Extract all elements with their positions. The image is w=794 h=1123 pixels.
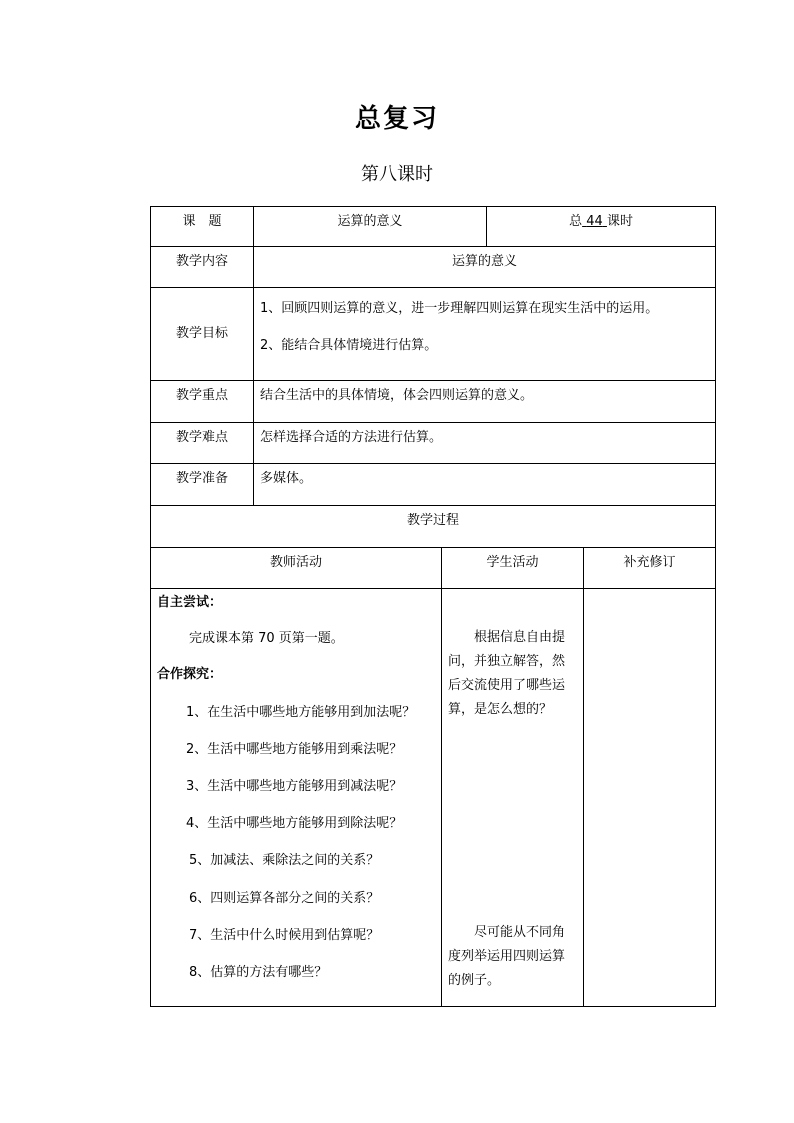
key-row [151, 381, 716, 423]
content-row [151, 247, 716, 288]
question-item: 8、估算的方法有哪些？ [189, 965, 328, 980]
self-try-task: 完成课本第 70 页第一题。 [189, 631, 344, 646]
cooperation-heading: 合作探究： [157, 667, 223, 682]
topic-row [151, 207, 716, 247]
teacher-activity [151, 589, 442, 1007]
content-label: 教学内容 [151, 247, 254, 288]
key-value: 结合生活中的具体情境，体会四则运算的意义。 [254, 381, 716, 423]
self-try-heading: 自主尝试： [157, 595, 223, 610]
lesson-plan-table [150, 206, 716, 1007]
goals-row [151, 288, 716, 381]
difficulty-label: 教学难点 [151, 423, 254, 464]
page-title: 总复习 [354, 104, 439, 134]
period-number: 44 [586, 214, 603, 229]
process-title-row [151, 506, 716, 548]
period-cell [487, 207, 716, 247]
topic-value: 运算的意义 [254, 207, 487, 247]
lesson-subtitle: 第八课时 [361, 164, 433, 185]
goals-label: 教学目标 [151, 288, 254, 381]
revision-cell[interactable] [584, 589, 716, 1007]
period-prefix: 总 [569, 214, 583, 229]
content-value: 运算的意义 [254, 247, 716, 288]
process-header-row [151, 548, 716, 589]
question-item: 6、四则运算各部分之间的关系？ [189, 891, 380, 906]
student-column-header: 学生活动 [442, 548, 584, 589]
topic-label: 课 题 [151, 207, 254, 247]
question-item: 5、加减法、乘除法之间的关系？ [189, 853, 380, 868]
question-item: 1、在生活中哪些地方能够用到加法呢？ [186, 705, 416, 720]
teacher-column-header: 教师活动 [151, 548, 442, 589]
prep-value: 多媒体。 [254, 464, 716, 506]
student-activity [442, 589, 584, 1007]
process-body-row [151, 589, 716, 1007]
difficulty-row [151, 423, 716, 464]
goals-value [254, 288, 716, 381]
period-suffix: 课时 [606, 214, 633, 229]
key-label: 教学重点 [151, 381, 254, 423]
goal-item: 2、能结合具体情境进行估算。 [260, 337, 438, 353]
student-activity-paragraph: 尽可能从不同角度列举运用四则运算的例子。 [448, 925, 566, 988]
process-title: 教学过程 [151, 506, 716, 548]
question-item: 3、生活中哪些地方能够用到减法呢？ [186, 779, 403, 794]
goal-item: 1、回顾四则运算的意义，进一步理解四则运算在现实生活中的运用。 [260, 301, 659, 316]
prep-label: 教学准备 [151, 464, 254, 506]
student-activity-paragraph: 根据信息自由提问，并独立解答，然后交流使用了哪些运算，是怎么想的？ [448, 630, 566, 717]
question-item: 7、生活中什么时候用到估算呢？ [189, 928, 380, 943]
question-item: 2、生活中哪些地方能够用到乘法呢？ [186, 742, 403, 757]
prep-row [151, 464, 716, 506]
question-item: 4、生活中哪些地方能够用到除法呢？ [186, 816, 403, 831]
revision-column-header: 补充修订 [584, 548, 716, 589]
difficulty-value: 怎样选择合适的方法进行估算。 [254, 423, 716, 464]
